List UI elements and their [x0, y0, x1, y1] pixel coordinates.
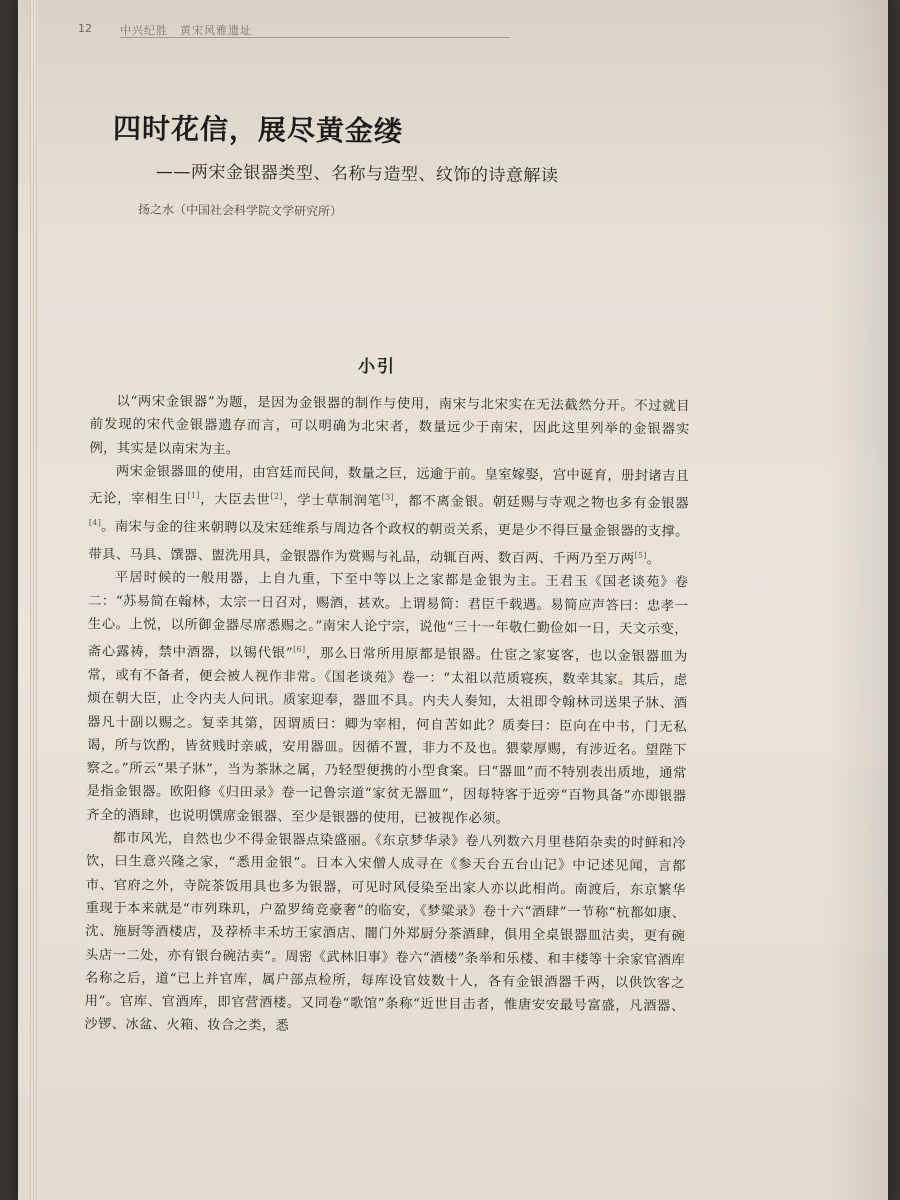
paragraph: 两宋金银器皿的使用，由宫廷而民间，数量之巨，远逾于前。皇室嫁娶，宫中诞育，册封诸吉且无论，宰相生日[1]，大臣去世[2]，学士草制润笔[3]，都不离金银。朝廷赐与寺观之物也多有金银器[4]。南宋与金的往来朝聘以及宋廷维系与周边各个政权的朝贡关系，更是少不得巨量金银器的支撑。带具、马具、馔器、盥洗用具，金银器作为赏赐与礼品，动辄百两、数百两、千两乃至万两[5]。	[88, 464, 690, 568]
running-title: 中兴纪胜 黄宋风雅遗址	[120, 24, 252, 37]
header-rule	[120, 37, 510, 38]
section-heading: 小引	[358, 357, 396, 377]
article-body	[84, 390, 690, 1042]
paragraph: 平居时候的一般用器，上自九重，下至中等以上之家都是金银为主。王君玉《国老谈苑》卷二：“苏易简在翰林，太宗一日召对，赐酒，甚欢。上谓易简：君臣千载遇。易简应声答曰：忠孝一生心。上悦，以所御金器尽席悉赐之。”南宋人论宁宗，说他“三十一年敬仁勤俭如一日，天文示变，斋心露祷，禁中酒器，以锡代银”[6]，那么日常所用原都是银器。仕宦之家宴客，也以金银器皿为常，或有不备者，便会被人视作非常。《国老谈苑》卷一：“太祖以范质寝疾，数幸其家。其后，虑烦在朝大臣，止令内夫人问讯。质家迎奉，器皿不具。内夫人奏知，太祖即令翰林司送果子牀、酒器凡十副以赐之。复幸其第，因谓质曰：卿为宰相，何自苦如此？质奏曰：臣向在中书，门无私谒，所与饮酌，皆贫贱时亲戚，安用器皿。因循不置，非力不及也。猥蒙厚赐，有涉近名。望陛下察之。”所云“果子牀”，当为茶牀之属，乃轻型便携的小型食案。曰“器皿”而不特别表出质地，通常是指金银器。欧阳修《归田录》卷一记鲁宗道“家贫无器皿”，因每特客于近旁“百物具备”亦即银器齐全的酒肆，也说明馔席金银器、至少是银器的使用，已被视作必须。	[86, 570, 689, 827]
paragraph: 都市风光，自然也少不得金银器点染盛丽。《东京梦华录》卷八列数六月里巷陌杂卖的时鲜和冷饮，曰生意兴隆之家，“悉用金银”。日本入宋僧人成寻在《参天台五台山记》中记述见闻，言都市、官府之外，寺院茶饭用具也多为银器，可见时风侵染至出家人亦以此相尚。南渡后，东京繁华重现于本来就是“市列珠玑，户盈罗绮竞豪奢”的临安，《梦粱录》卷十六“酒肆”一节称“杭都如康、沈、施厨等酒楼店，及荐桥丰禾坊王家酒店、闇门外郑厨分茶酒肆，俱用全桌银器皿沽卖，更有碗头店一二处，亦有银台碗沽卖”。周密《武林旧事》卷六“酒楼”条举和乐楼、和丰楼等十余家官酒库名称之后，道“已上并官库，属户部点检所，每库设官妓数十人，各有金银酒器千两，以供饮客之用”。官库、官酒库，即官营酒楼。又同卷“歌馆”条称“近世目击者，惟唐安安最号富盛，凡酒器、沙锣、冰盆、火箱、妆合之类，悉	[84, 831, 687, 1035]
footnote-marker: [1]	[187, 491, 200, 501]
footnote-marker: [6]	[293, 645, 306, 655]
footnote-marker: [3]	[381, 492, 395, 502]
footnote-marker: [5]	[634, 550, 647, 560]
paragraph: 以“两宋金银器”为题，是因为金银器的制作与使用，南宋与北宋实在无法截然分开。不过就目前发现的宋代金银器遗存而言，可以明确为北宋者，数量远少于南宋，因此这里列举的金银器实例，其实是以南宋为主。	[89, 394, 690, 457]
page-number: 12	[78, 22, 92, 35]
footnote-marker: [2]	[270, 491, 283, 501]
article-title: 四时花信，展尽黄金缕	[112, 111, 404, 148]
article-subtitle: ——两宋金银器类型、名称与造型、纹饰的诗意解读	[155, 162, 559, 187]
page-stack-edge	[30, 0, 38, 1200]
footnote-marker: [4]	[88, 517, 102, 528]
running-header	[78, 20, 478, 38]
book-page	[18, 0, 888, 1200]
article-author: 扬之水（中国社会科学院文学研究所）	[137, 202, 343, 219]
